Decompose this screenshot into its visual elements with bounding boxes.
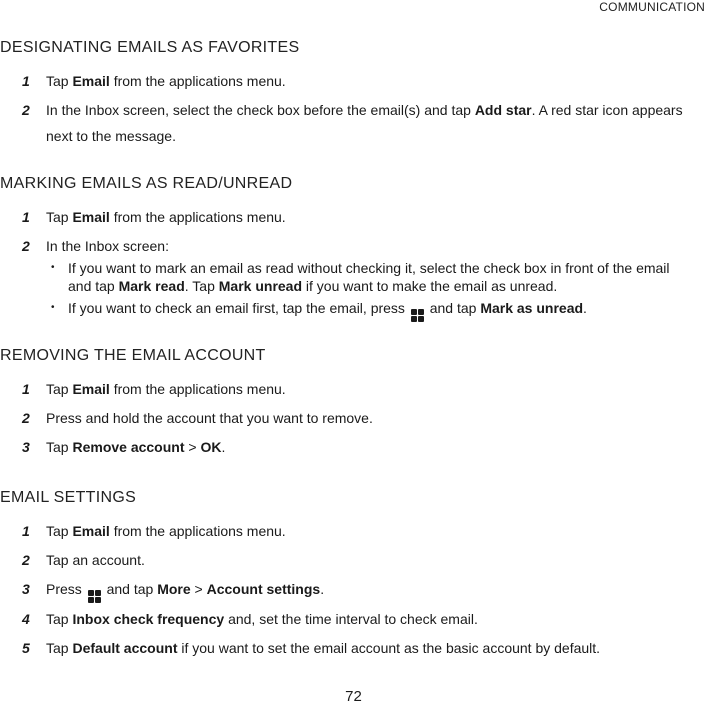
step-text: from the applications menu. <box>109 209 286 225</box>
step-number: 4 <box>22 611 30 627</box>
step-3 <box>0 434 700 460</box>
section-title: REMOVING THE EMAIL ACCOUNT <box>0 347 266 364</box>
step-text: In the Inbox screen, select the check box before the email(s) and tap <box>46 102 475 118</box>
step-2 <box>0 547 700 573</box>
step-text: Tap <box>46 209 73 225</box>
bullet-text: and tap <box>425 300 481 316</box>
step-1 <box>0 376 700 402</box>
step-text: . <box>320 581 325 597</box>
step-text: > <box>184 439 201 455</box>
section-title: DESIGNATING EMAILS AS FAVORITES <box>0 39 300 56</box>
step-number: 1 <box>22 381 30 397</box>
step-2 <box>0 97 700 149</box>
bullet-text: . Tap <box>184 278 219 294</box>
step-4 <box>0 606 700 632</box>
section-read-unread <box>0 174 700 326</box>
bullet-text: if you want to make the email as unread. <box>302 278 558 294</box>
step-text: Tap <box>46 611 73 627</box>
step-text: Tap <box>46 439 73 455</box>
menu-term: Mark as unread <box>480 300 584 316</box>
bullet-dot: • <box>51 262 55 273</box>
menu-term: Email <box>72 209 110 225</box>
step-number: 1 <box>22 209 30 225</box>
bullet-text: If you want to mark an email as read without checking it, select the check box in front of the email and tap <box>68 260 670 294</box>
section-title: MARKING EMAILS AS READ/UNREAD <box>0 175 293 192</box>
step-number: 2 <box>22 102 30 118</box>
step-1 <box>0 518 700 544</box>
menu-term: Add star <box>474 102 532 118</box>
step-text: Tap <box>46 640 73 656</box>
step-text: and tap <box>102 581 158 597</box>
step-number: 3 <box>22 581 30 597</box>
menu-term: Remove account <box>72 439 185 455</box>
step-text: from the applications menu. <box>109 381 286 397</box>
step-5 <box>0 635 700 661</box>
menu-term: Account settings <box>206 581 321 597</box>
menu-term: Default account <box>72 640 178 656</box>
menu-term: More <box>157 581 191 597</box>
step-text: . <box>221 439 226 455</box>
step-2 <box>0 405 700 431</box>
step-2 <box>0 233 700 259</box>
step-text: Tap <box>46 73 73 89</box>
menu-term: OK <box>200 439 222 455</box>
step-text: . A red star icon appears next to the message. <box>46 102 683 144</box>
step-number: 2 <box>22 410 30 426</box>
bullet-dot: • <box>51 302 55 313</box>
menu-term: Mark read <box>118 278 185 294</box>
menu-term: Email <box>72 73 110 89</box>
step-number: 3 <box>22 439 30 455</box>
step-text: Press and hold the account that you want to remove. <box>46 410 373 426</box>
page-number: 72 <box>345 688 362 705</box>
step-text: if you want to set the email account as the basic account by default. <box>177 640 601 656</box>
menu-term: Inbox check frequency <box>72 611 225 627</box>
step-number: 1 <box>22 73 30 89</box>
step-number: 2 <box>22 238 30 254</box>
menu-key-icon <box>411 309 424 322</box>
step-number: 5 <box>22 640 30 656</box>
step-text: In the Inbox screen: <box>46 238 169 254</box>
chapter-header: COMMUNICATION <box>599 0 705 14</box>
step-number: 1 <box>22 523 30 539</box>
section-title: EMAIL SETTINGS <box>0 489 137 506</box>
step-1 <box>0 68 700 94</box>
section-favorites <box>0 38 700 149</box>
menu-term: Mark unread <box>218 278 303 294</box>
bullet-item <box>0 259 700 295</box>
step-text: > <box>190 581 207 597</box>
section-removing <box>0 346 700 460</box>
bullet-list <box>0 259 700 322</box>
step-1 <box>0 204 700 230</box>
step-text: from the applications menu. <box>109 73 286 89</box>
section-settings <box>0 488 700 661</box>
step-text: Tap an account. <box>46 552 145 568</box>
menu-term: Email <box>72 523 110 539</box>
menu-key-icon <box>88 590 101 603</box>
step-text: from the applications menu. <box>109 523 286 539</box>
menu-term: Email <box>72 381 110 397</box>
bullet-text: . <box>583 300 587 316</box>
step-text: Press <box>46 581 86 597</box>
bullet-text: If you want to check an email first, tap the email, press <box>68 300 409 316</box>
bullet-item <box>0 299 700 322</box>
step-text: Tap <box>46 523 73 539</box>
step-text: and, set the time interval to check email. <box>224 611 478 627</box>
step-text: Tap <box>46 381 73 397</box>
step-3 <box>0 576 700 603</box>
step-number: 2 <box>22 552 30 568</box>
